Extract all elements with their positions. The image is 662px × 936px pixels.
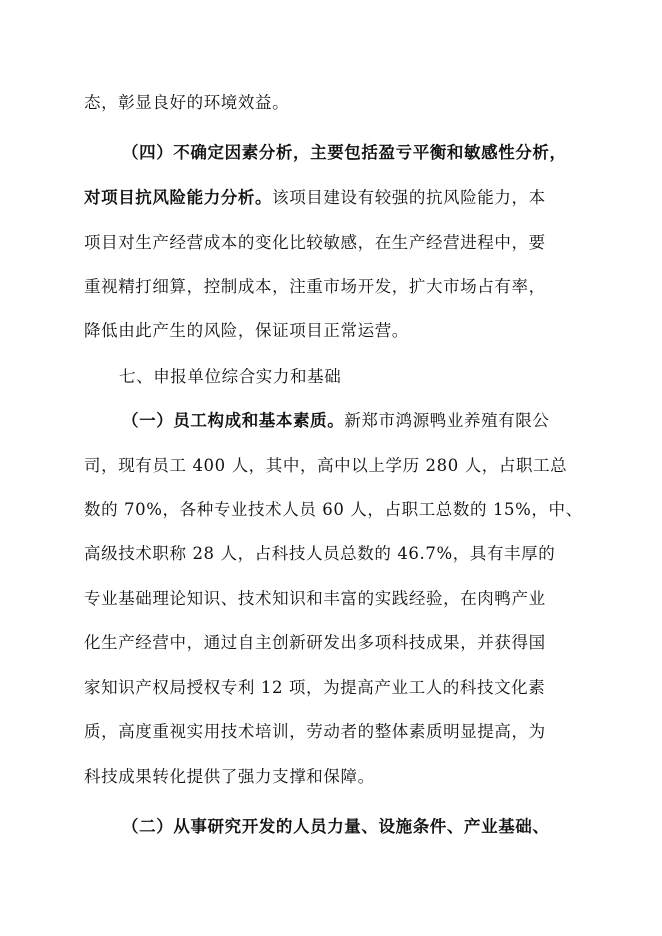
text-run: 项目对生产经营成本的变化比较敏感，在生产经营进程中，要 xyxy=(84,233,546,252)
paragraph-line-15 xyxy=(84,719,546,745)
paragraph-line-11 xyxy=(84,541,555,567)
paragraph-line-1 xyxy=(84,90,289,116)
paragraph-line-9 xyxy=(84,453,567,479)
section-heading-7 xyxy=(119,364,341,390)
text-run: 家知识产权局授权专利 12 项，为提高产业工人的科技文化素 xyxy=(84,678,546,697)
bold-text-run: 对项目抗风险能力分析。 xyxy=(84,188,273,207)
paragraph-line-5 xyxy=(84,274,546,300)
text-run: 态，彰显良好的环境效益。 xyxy=(84,93,290,112)
paragraph-line-10 xyxy=(84,497,583,523)
paragraph-line-8 xyxy=(122,408,550,434)
paragraph-line-16 xyxy=(84,764,375,790)
text-run: 降低由此产生的风险，保证项目正常运营。 xyxy=(84,321,409,340)
text-run: （二）从事研究开发的人员力量、设施条件、产业基础、 xyxy=(122,817,550,836)
text-run: 数的 70%，各种专业技术人员 60 人，占职工总数的 15%，中、 xyxy=(84,500,583,519)
text-run: 该项目建设有较强的抗风险能力，本 xyxy=(272,188,546,207)
section-heading-4 xyxy=(122,140,567,166)
bold-text-run: （一）员工构成和基本素质。 xyxy=(122,411,345,430)
section-heading-2 xyxy=(122,814,550,840)
text-run: 新郑市鸿源鸭业养殖有限公 xyxy=(344,411,550,430)
paragraph-line-3 xyxy=(84,185,546,211)
text-run: 质，高度重视实用技术培训，劳动者的整体素质明显提高，为 xyxy=(84,722,546,741)
paragraph-line-6 xyxy=(84,318,409,344)
paragraph-line-14 xyxy=(84,675,545,701)
paragraph-line-12 xyxy=(84,586,546,612)
text-run: 科技成果转化提供了强力支撑和保障。 xyxy=(84,767,375,786)
text-run: （四）不确定因素分析，主要包括盈亏平衡和敏感性分析， xyxy=(122,143,567,162)
paragraph-line-4 xyxy=(84,230,546,256)
paragraph-line-13 xyxy=(84,630,546,656)
text-run: 重视精打细算，控制成本，注重市场开发，扩大市场占有率， xyxy=(84,277,546,296)
text-run: 高级技术职称 28 人，占科技人员总数的 46.7%，具有丰厚的 xyxy=(84,544,556,563)
text-run: 专业基础理论知识、技术知识和丰富的实践经验，在肉鸭产业 xyxy=(84,589,546,608)
text-run: 化生产经营中，通过自主创新研发出多项科技成果，并获得国 xyxy=(84,633,546,652)
text-run: 七、申报单位综合实力和基础 xyxy=(119,367,342,386)
text-run: 司，现有员工 400 人，其中，高中以上学历 280 人，占职工总 xyxy=(84,456,568,475)
